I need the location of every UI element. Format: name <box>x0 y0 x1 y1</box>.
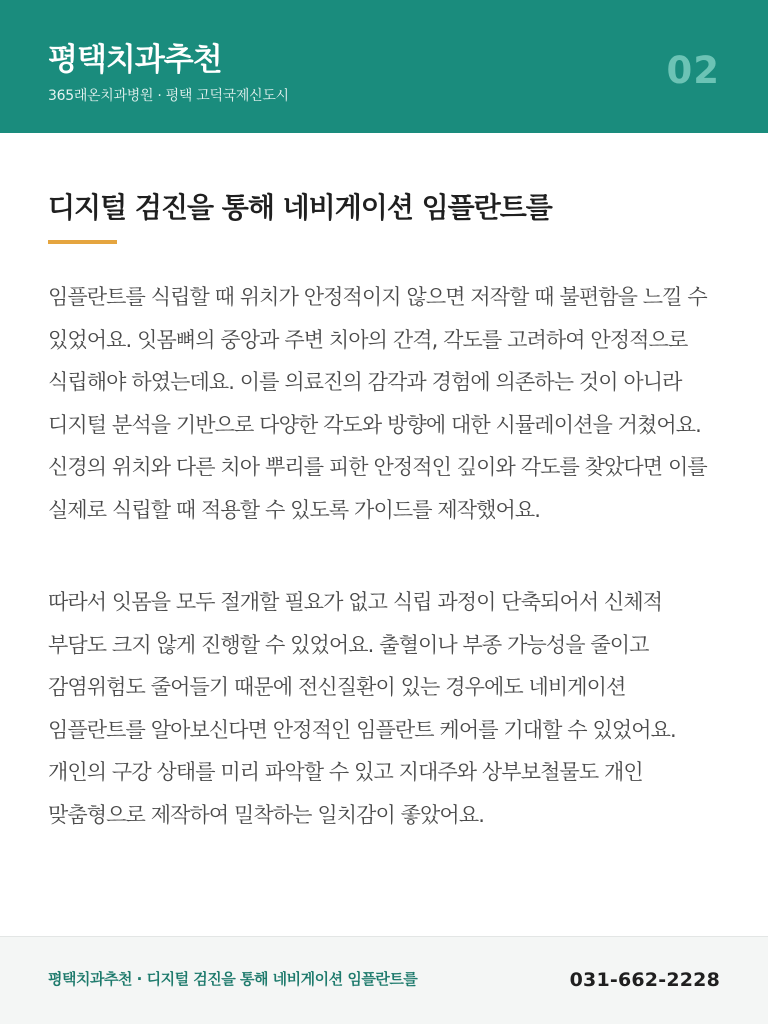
paragraph-1: 임플란트를 식립할 때 위치가 안정적이지 않으면 저작할 때 불편함을 느낄 수 있었어요. 잇몸뼈의 중앙과 주변 치아의 간격, 각도를 고려하여 안정적으로 식립해야 하였는데요. 이를 의료진의 감각과 경험에 의존하는 것이 아니라 디지털 분석을 기반으로 다양한 각도와 방향에 대한 시뮬레이션을 거쳤어요. 신경의 위치와 다른 치아 뿌리를 피한 안정적인 깊이와 각도를 찾았다면 이를 실제로 식립할 때 적용할 수 있도록 가이드를 제작했어요. <box>48 285 707 522</box>
main-content <box>48 180 720 836</box>
paragraph-2: 따라서 잇몸을 모두 절개할 필요가 없고 식립 과정이 단축되어서 신체적 부담도 크지 않게 진행할 수 있었어요. 출혈이나 부종 가능성을 줄이고 감염위험도 줄어들기 때문에 전신질환이 있는 경우에도 네비게이션 임플란트를 알아보신다면 안정적인 임플란트 케어를 기대할 수 있었어요. 개인의 구강 상태를 미리 파악할 수 있고 지대주와 상부보철물도 개인 맞춤형으로 제작하여 밀착하는 일치감이 좋았어요. <box>48 590 676 827</box>
footer-label: 평택치과추천 · 디지털 검진을 통해 네비게이션 임플란트를 <box>48 970 418 988</box>
header-title: 평택치과추천 <box>48 42 222 78</box>
page-number: 02 <box>666 49 720 92</box>
footer <box>0 936 768 1024</box>
header-subtitle: 365래온치과병원 · 평택 고덕국제신도시 <box>48 88 289 104</box>
header <box>0 0 768 133</box>
article-headline: 디지털 검진을 통해 네비게이션 임플란트를 <box>48 191 552 224</box>
footer-phone: 031-662-2228 <box>569 969 720 991</box>
headline-accent-bar <box>48 240 117 244</box>
